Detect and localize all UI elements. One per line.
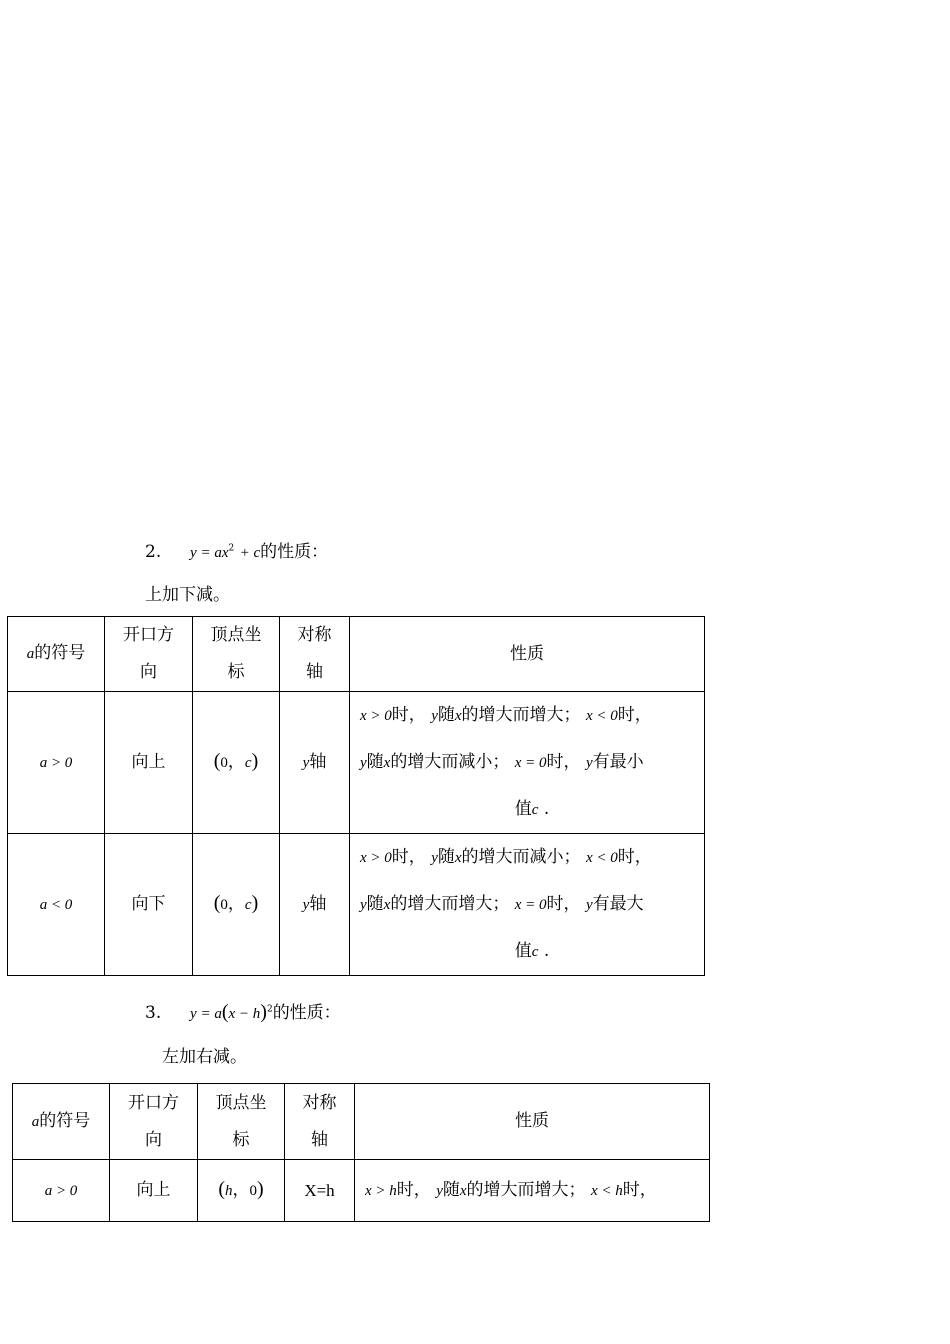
section2-formula-exp: 2 <box>228 543 235 554</box>
header-axis: 对称 轴 <box>280 617 350 692</box>
header-prop: 性质 <box>350 617 705 692</box>
table-row <box>13 1160 710 1222</box>
section3-formula-exp: 2 <box>266 1004 273 1015</box>
section2-heading <box>145 537 328 562</box>
cell-prop: x > 0时， y随x的增大而减小； x < 0时， y随x的增大而增大； x = 0时， y有最大 值c . <box>350 834 705 976</box>
header-sign: a的符号 <box>8 617 105 692</box>
cell-axis: y轴 <box>280 692 350 834</box>
cell-prop: x > h时， y随x的增大而增大； x < h时， <box>355 1160 710 1222</box>
section2-rule: 上加下减。 <box>145 585 230 605</box>
cell-prop: x > 0时， y随x的增大而增大； x < 0时， y随x的增大而减小； x = 0时， y有最小 值c . <box>350 692 705 834</box>
table-header-row <box>8 617 705 692</box>
section3-heading: 3. $y = a(x - h)^2$的性质： <box>145 1001 341 1023</box>
table-section2 <box>7 616 705 976</box>
section2-formula-tail: + c <box>239 545 261 561</box>
header-vertex: 顶点坐 标 <box>198 1084 285 1160</box>
cell-axis: X=h <box>285 1160 355 1222</box>
cell-sign: a > 0 <box>13 1160 110 1222</box>
table-row <box>8 692 705 834</box>
header-prop: 性质 <box>355 1084 710 1160</box>
cell-open: 向上 <box>105 692 193 834</box>
section3-formula-inner: x − h <box>228 1006 261 1022</box>
section2-suffix: 的性质： <box>260 542 329 562</box>
section2-formula: y = ax <box>190 545 229 561</box>
section2-number: 2. <box>145 542 162 562</box>
table-section3 <box>12 1083 710 1222</box>
header-open: 开口方 向 <box>110 1084 198 1160</box>
section3-rule: 左加右减。 <box>162 1047 247 1067</box>
cell-sign: a < 0 <box>8 834 105 976</box>
header-open: 开口方 向 <box>105 617 193 692</box>
section3-suffix: 的性质： <box>272 1003 341 1023</box>
section3-number: 3. <box>145 1003 162 1023</box>
cell-axis: y轴 <box>280 834 350 976</box>
cell-vertex: (h，0) <box>198 1160 285 1222</box>
cell-open: 向下 <box>105 834 193 976</box>
cell-sign: a > 0 <box>8 692 105 834</box>
header-vertex: 顶点坐 标 <box>193 617 280 692</box>
header-axis: 对称 轴 <box>285 1084 355 1160</box>
cell-vertex: (0，c) <box>193 692 280 834</box>
table-row <box>8 834 705 976</box>
cell-open: 向上 <box>110 1160 198 1222</box>
cell-vertex: (0，c) <box>193 834 280 976</box>
table-header-row <box>13 1084 710 1160</box>
header-sign: a的符号 <box>13 1084 110 1160</box>
section3-formula: y = a <box>190 1006 222 1022</box>
